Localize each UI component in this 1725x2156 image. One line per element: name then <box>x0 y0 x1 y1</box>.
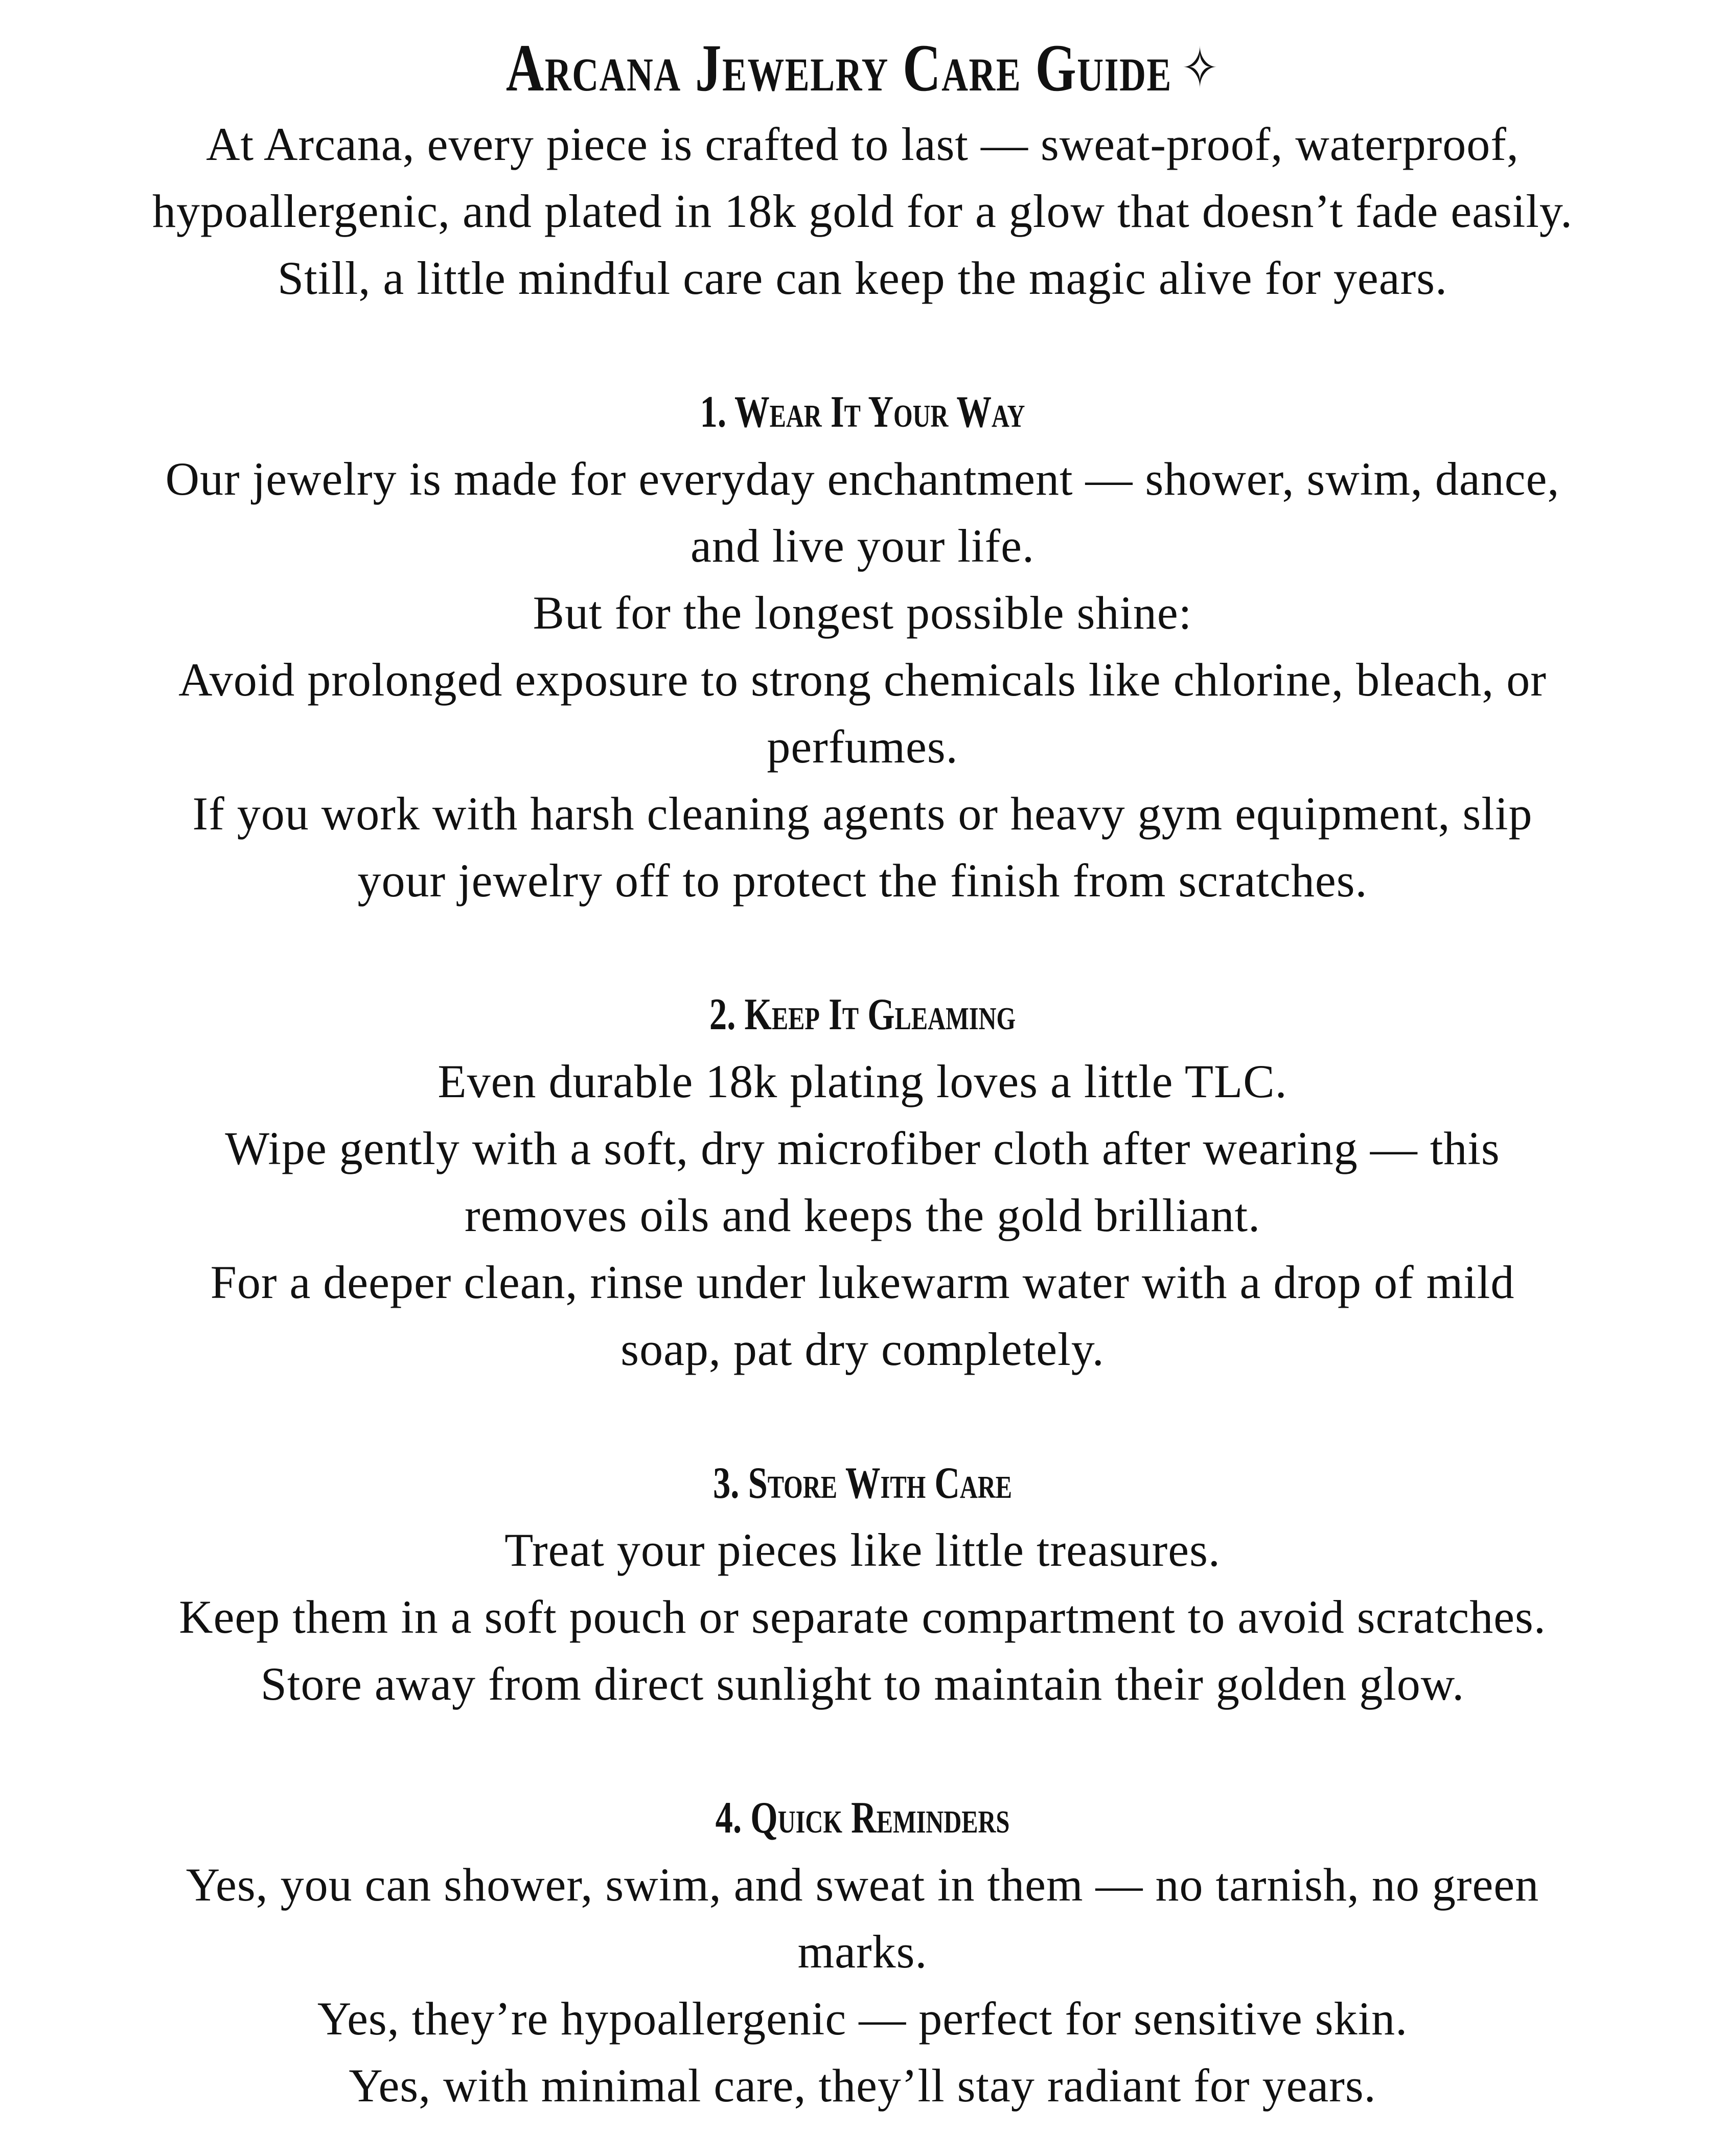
body-line: Store away from direct sunlight to maintain their golden glow. <box>260 1658 1465 1710</box>
intro-line: hypoallergenic, and plated in 18k gold for a glow that doesn’t fade easily. <box>152 185 1573 237</box>
body-line: Yes, with minimal care, they’ll stay radiant for years. <box>349 2059 1376 2112</box>
body-line: If you work with harsh cleaning agents or heavy gym equipment, slip <box>192 787 1533 840</box>
section-heading: 1. Wear It Your Way <box>700 387 1025 437</box>
body-line: Yes, they’re hypoallergenic — perfect for sensitive skin. <box>317 1992 1408 2045</box>
section-wear-it-your-way <box>46 379 1679 914</box>
intro-paragraph <box>46 111 1679 312</box>
intro-line: Still, a little mindful care can keep the magic alive for years. <box>277 252 1448 304</box>
body-line: Our jewelry is made for everyday enchantment — shower, swim, dance, <box>165 453 1560 505</box>
body-line: Keep them in a soft pouch or separate compartment to avoid scratches. <box>179 1591 1546 1643</box>
body-line: Even durable 18k plating loves a little TLC. <box>438 1055 1287 1107</box>
body-line: removes oils and keeps the gold brilliant. <box>464 1189 1261 1241</box>
sparkle-icon: ✧ <box>1181 37 1220 100</box>
body-line: But for the longest possible shine: <box>533 587 1192 639</box>
intro-line: At Arcana, every piece is crafted to last — sweat-proof, waterproof, <box>206 118 1519 170</box>
body-line: Yes, you can shower, swim, and sweat in them — no tarnish, no green <box>186 1859 1539 1911</box>
section-heading: 4. Quick Reminders <box>715 1793 1010 1843</box>
body-line: soap, pat dry completely. <box>620 1323 1105 1375</box>
page-title <box>225 30 1499 107</box>
section-keep-it-gleaming <box>46 981 1679 1383</box>
section-quick-reminders <box>46 1784 1679 2119</box>
section-store-with-care <box>46 1450 1679 1718</box>
body-line: perfumes. <box>767 721 958 773</box>
page-title-text: Arcana Jewelry Care Guide <box>505 30 1172 105</box>
body-line: your jewelry off to protect the finish from scratches. <box>357 854 1368 907</box>
body-line: Avoid prolonged exposure to strong chemicals like chlorine, bleach, or <box>178 654 1547 706</box>
body-line: marks. <box>797 1926 928 1978</box>
section-heading: 3. Store With Care <box>712 1458 1013 1508</box>
body-line: Treat your pieces like little treasures. <box>504 1524 1221 1576</box>
body-line: For a deeper clean, rinse under lukewarm water with a drop of mild <box>210 1256 1515 1308</box>
body-line: and live your life. <box>690 520 1035 572</box>
section-heading: 2. Keep It Gleaming <box>709 990 1016 1039</box>
body-line: Wipe gently with a soft, dry microfiber cloth after wearing — this <box>225 1122 1500 1174</box>
